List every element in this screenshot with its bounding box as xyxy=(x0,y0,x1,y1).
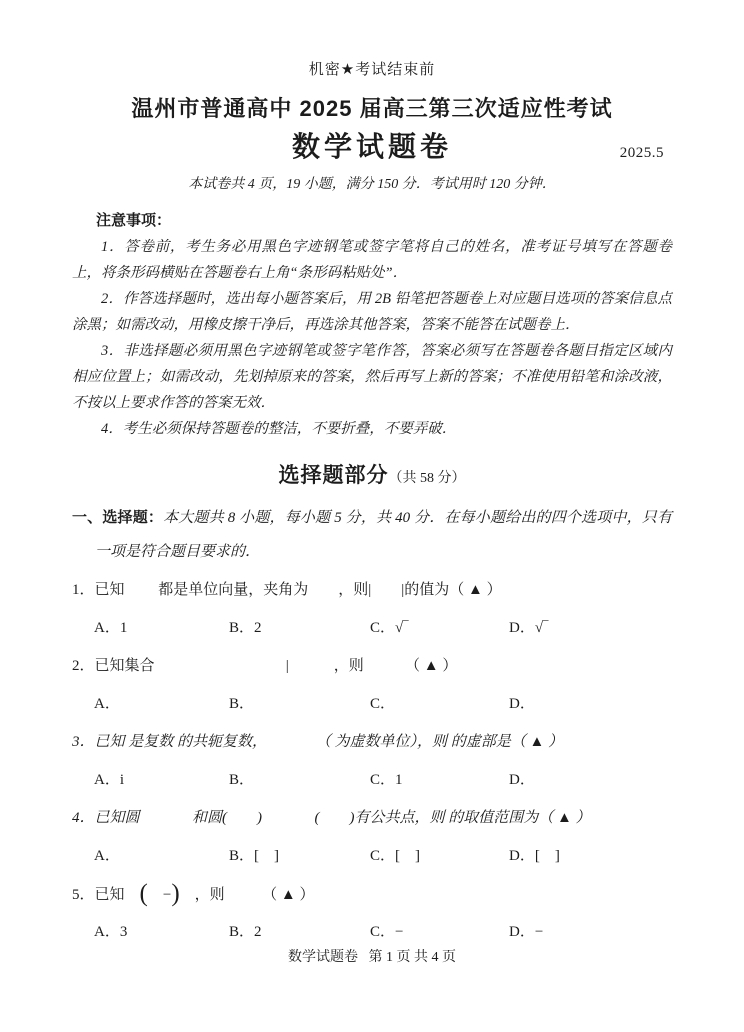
paper-info: 本试卷共 4 页，19 小题，满分 150 分．考试用时 120 分钟． xyxy=(188,177,556,192)
question-3-options xyxy=(72,761,672,799)
option-c: C．[ ] xyxy=(370,848,420,864)
exam-title: 温州市普通高中 2025 届高三第三次适应性考试 xyxy=(131,96,613,121)
question-3 xyxy=(72,723,672,799)
question-4-options xyxy=(72,837,672,875)
classification-banner: 机密★考试结束前 xyxy=(308,61,436,78)
option-a: A．i xyxy=(94,772,125,788)
option-d: D．− xyxy=(509,924,544,940)
question-5-stem xyxy=(72,875,672,913)
option-b: B． xyxy=(229,696,255,712)
question-1-stem: 1．已知 都是单位向量，夹角为 ，则| |的值为（ ▲ ） xyxy=(72,582,502,598)
close-paren: ) xyxy=(171,880,180,907)
section-title: 选择题部分 xyxy=(278,464,389,487)
option-a: A． xyxy=(94,848,120,864)
question-4 xyxy=(72,799,672,875)
notice-item-4: 4．考生必须保持答题卷的整洁，不要折叠，不要弄破． xyxy=(101,421,457,437)
option-d: D． xyxy=(509,772,535,788)
question-1-options xyxy=(72,609,672,647)
option-a: A．3 xyxy=(94,924,128,940)
instruction-label: 一、选择题： xyxy=(72,509,164,526)
notice-title: 注意事项： xyxy=(96,212,172,229)
option-d: D．√‾ xyxy=(509,620,549,636)
option-c: C．√‾ xyxy=(370,620,409,636)
question-list xyxy=(72,571,672,951)
open-paren: ( xyxy=(139,880,148,907)
instruction-text: 本大题共 8 小题，每小题 5 分，共 40 分．在每小题给出的四个选项中，只有一项是符合题目要求的． xyxy=(95,510,672,560)
question-4-stem: 4．已知圆 和圆( ) ( )有公共点，则 的取值范围为（ ▲ ） xyxy=(72,810,591,826)
question-5 xyxy=(72,875,672,951)
exam-date: 2025.5 xyxy=(619,145,664,161)
question-3-stem: 3．已知 是复数 的共轭复数， （ 为虚数单位），则 的虚部是（ ▲ ） xyxy=(72,734,564,750)
option-b: B． xyxy=(229,772,255,788)
option-b: B．2 xyxy=(229,924,262,940)
paper-title-row xyxy=(72,130,672,166)
option-c: C．1 xyxy=(370,772,403,788)
notice-section xyxy=(72,208,672,442)
stem-text: − xyxy=(147,887,172,903)
paper-title: 数学试题卷 xyxy=(291,132,452,163)
selection-instruction xyxy=(72,501,672,569)
option-d: D． xyxy=(509,696,535,712)
notice-item-3: 3．非选择题必须用黑色字迹钢笔或签字笔作答，答案必须写在答题卷各题目指定区域内相应位置上；如需改动，先划掉原来的答案，然后再写上新的答案；不准使用铅笔和涂改液，不按以上要求作答的答案无效． xyxy=(72,343,672,411)
stem-text: 5．已知 xyxy=(72,887,140,903)
option-b: B．[ ] xyxy=(229,848,279,864)
question-2-stem: 2．已知集合 | ，则 （ ▲ ） xyxy=(72,658,458,674)
section-head xyxy=(72,462,672,493)
option-c: C．− xyxy=(370,924,404,940)
option-a: A．1 xyxy=(94,620,128,636)
stem-text: ，则 （ ▲ ） xyxy=(179,887,315,903)
question-1 xyxy=(72,571,672,647)
option-b: B．2 xyxy=(229,620,262,636)
question-2 xyxy=(72,647,672,723)
question-2-options xyxy=(72,685,672,723)
notice-item-1: 1．答卷前，考生务必用黑色字迹钢笔或签字笔将自己的姓名，准考证号填写在答题卷上，将条形码横贴在答题卷右上角“条形码粘贴处”． xyxy=(72,239,672,281)
option-a: A． xyxy=(94,696,120,712)
option-c: C． xyxy=(370,696,396,712)
page-footer: 数学试题卷 第 1 页 共 4 页 xyxy=(288,950,456,965)
notice-item-2: 2．作答选择题时，选出每小题答案后，用 2B 铅笔把答题卷上对应题目选项的答案信息点涂黑；如需改动，用橡皮擦干净后，再选涂其他答案，答案不能答在试题卷上． xyxy=(72,291,672,333)
section-score-note: （共 58 分） xyxy=(388,471,466,486)
option-d: D．[ ] xyxy=(509,848,560,864)
